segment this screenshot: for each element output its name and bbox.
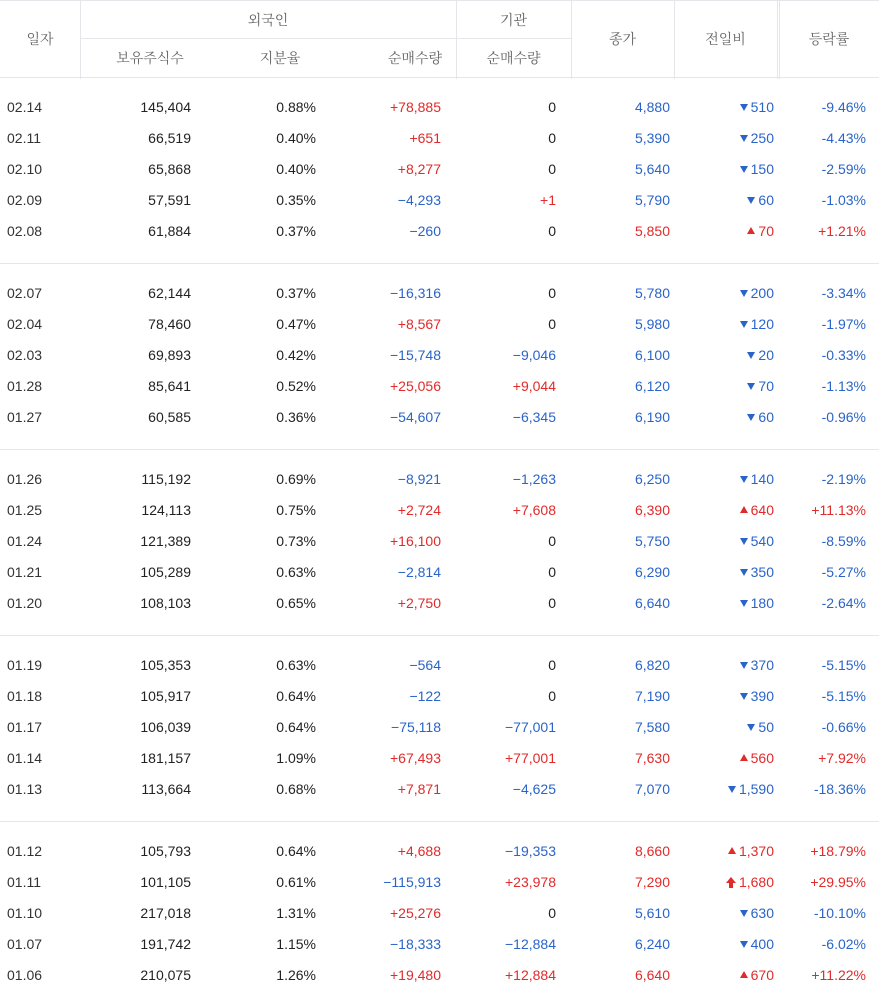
date-cell: 02.04 [7,316,43,332]
date-cell: 01.26 [7,471,43,487]
table-row [0,155,879,186]
change-cell [740,471,774,487]
table-header [0,0,879,78]
holdings-cell: 145,404 [140,99,191,115]
table-row [0,310,879,341]
ratio-cell: 0.47% [276,316,316,332]
down-triangle-icon [740,910,748,917]
close-cell: 5,780 [634,285,670,301]
holdings-cell: 61,884 [148,223,191,239]
down-triangle-icon [747,383,755,390]
change-value: 510 [750,99,774,115]
foreign-net-cell: +16,100 [390,533,441,549]
ratio-cell: 0.42% [276,347,316,363]
change-value: 50 [758,719,774,735]
change-value: 150 [750,161,774,177]
change-cell [740,316,774,332]
rate-cell: -2.19% [821,471,866,487]
holdings-cell: 191,742 [140,936,191,952]
change-cell [740,657,774,673]
up-triangle-icon [740,971,748,978]
change-cell [740,936,774,952]
ratio-cell: 1.31% [276,905,316,921]
inst-net-cell: +77,001 [505,750,556,766]
close-cell: 6,120 [634,378,670,394]
close-cell: 7,190 [634,688,670,704]
ratio-cell: 1.15% [276,936,316,952]
foreign-net-cell: +25,056 [390,378,441,394]
foreign-net-cell: −2,814 [397,564,441,580]
inst-net-cell: 0 [548,99,556,115]
ratio-cell: 0.52% [276,378,316,394]
inst-net-cell: +9,044 [512,378,556,394]
rate-cell: -4.43% [821,130,866,146]
rate-cell: -2.64% [821,595,866,611]
date-cell: 02.08 [7,223,43,239]
close-cell: 5,610 [634,905,670,921]
rate-cell: -5.15% [821,688,866,704]
change-value: 70 [758,223,774,239]
inst-net-cell: −77,001 [505,719,556,735]
header-ratio: 지분율 [259,50,301,66]
foreign-net-cell: −260 [409,223,441,239]
down-triangle-icon [740,290,748,297]
inst-net-cell: −19,353 [505,843,556,859]
holdings-cell: 105,353 [140,657,191,673]
holdings-cell: 105,793 [140,843,191,859]
table-row [0,589,879,620]
holdings-cell: 113,664 [141,781,191,797]
change-value: 60 [758,192,774,208]
holdings-cell: 210,075 [140,967,191,983]
foreign-net-cell: +651 [409,130,441,146]
foreign-net-cell: −15,748 [390,347,441,363]
row-group [0,450,879,636]
table-row [0,403,879,434]
foreign-net-cell: +19,480 [390,967,441,983]
inst-net-cell: +12,884 [505,967,556,983]
down-triangle-icon [740,476,748,483]
change-cell [740,905,774,921]
holdings-cell: 181,157 [140,750,191,766]
ratio-cell: 0.40% [276,130,316,146]
close-cell: 6,100 [634,347,670,363]
ratio-cell: 0.68% [276,781,316,797]
table-row [0,682,879,713]
ratio-cell: 0.40% [276,161,316,177]
holdings-cell: 108,103 [140,595,191,611]
ratio-cell: 1.09% [276,750,316,766]
rate-cell: -5.15% [821,657,866,673]
table-row [0,899,879,930]
inst-net-cell: 0 [548,161,556,177]
close-cell: 8,660 [634,843,670,859]
header-rate: 등락률 [808,31,850,47]
date-cell: 02.03 [7,347,43,363]
change-value: 1,370 [738,843,774,859]
table-row [0,868,879,899]
change-cell [747,192,774,208]
change-cell [740,688,774,704]
inst-net-cell: 0 [548,688,556,704]
date-cell: 01.21 [7,564,43,580]
table-row [0,217,879,248]
rate-cell: -10.10% [813,905,866,921]
table-row [0,775,879,806]
date-cell: 01.12 [7,843,43,859]
date-cell: 02.07 [7,285,43,301]
close-cell: 4,880 [634,99,670,115]
down-triangle-icon [740,166,748,173]
foreign-net-cell: +25,276 [390,905,441,921]
table-row [0,93,879,124]
holdings-cell: 78,460 [148,316,191,332]
header-foreign: 외국인 [247,11,289,28]
foreign-net-cell: −16,316 [390,285,441,301]
change-cell [747,347,774,363]
table-row [0,372,879,403]
table-row [0,496,879,527]
ratio-cell: 0.65% [276,595,316,611]
change-value: 670 [750,967,774,983]
change-value: 630 [750,905,774,921]
rate-cell: -8.59% [821,533,866,549]
holdings-cell: 101,105 [140,874,191,890]
ratio-cell: 0.69% [276,471,316,487]
ratio-cell: 0.61% [276,874,316,890]
rate-cell: -9.46% [821,99,866,115]
down-triangle-icon [740,321,748,328]
inst-net-cell: +7,608 [512,502,556,518]
foreign-net-cell: −18,333 [390,936,441,952]
rate-cell: +11.22% [811,967,866,983]
close-cell: 5,390 [634,130,670,146]
change-cell [740,750,774,766]
inst-net-cell: −1,263 [512,471,556,487]
holdings-cell: 105,917 [140,688,191,704]
holdings-cell: 65,868 [148,161,191,177]
down-triangle-icon [740,941,748,948]
change-value: 60 [758,409,774,425]
table-row [0,341,879,372]
foreign-net-cell: +78,885 [390,99,441,115]
inst-net-cell: 0 [548,533,556,549]
date-cell: 01.28 [7,378,43,394]
change-cell [740,564,774,580]
table-row [0,527,879,558]
row-group [0,636,879,822]
up-triangle-icon [728,847,736,854]
header-foreign-net: 순매수량 [387,50,442,66]
change-value: 250 [750,130,774,146]
holdings-cell: 62,144 [148,285,191,301]
change-cell [747,409,774,425]
down-triangle-icon [740,135,748,142]
date-cell: 01.24 [7,533,43,549]
down-triangle-icon [740,600,748,607]
date-cell: 01.10 [7,905,43,921]
date-cell: 02.11 [7,130,41,146]
change-value: 180 [750,595,774,611]
table-row [0,744,879,775]
inst-net-cell: 0 [548,285,556,301]
ratio-cell: 0.75% [276,502,316,518]
close-cell: 6,240 [634,936,670,952]
inst-net-cell: −12,884 [505,936,556,952]
header-divider [777,1,778,79]
close-cell: 5,790 [634,192,670,208]
change-cell [728,781,774,797]
holdings-cell: 69,893 [148,347,191,363]
change-cell [740,99,774,115]
down-triangle-icon [747,724,755,731]
table-row [0,279,879,310]
rate-cell: -3.34% [821,285,866,301]
holdings-cell: 121,389 [140,533,191,549]
holdings-cell: 115,192 [141,471,191,487]
foreign-net-cell: +67,493 [390,750,441,766]
date-cell: 01.20 [7,595,43,611]
table-row [0,558,879,589]
holdings-cell: 124,113 [141,502,191,518]
date-cell: 02.09 [7,192,43,208]
rate-cell: +1.21% [818,223,866,239]
change-cell [740,285,774,301]
change-cell [728,843,774,859]
down-triangle-icon [747,197,755,204]
row-group [0,264,879,450]
rate-cell: -1.97% [821,316,866,332]
header-holdings: 보유주식수 [116,50,184,66]
close-cell: 7,290 [634,874,670,890]
row-group [0,822,879,990]
change-cell [747,378,774,394]
change-cell [740,595,774,611]
foreign-net-cell: +2,724 [397,502,441,518]
rate-cell: -18.36% [813,781,866,797]
change-cell [726,874,774,890]
inst-net-cell: −6,345 [512,409,556,425]
close-cell: 6,290 [634,564,670,580]
holdings-cell: 60,585 [148,409,191,425]
foreign-net-cell: −4,293 [397,192,441,208]
change-value: 1,680 [738,874,774,890]
foreign-net-cell: −115,913 [383,874,441,890]
inst-net-cell: 0 [548,223,556,239]
date-cell: 01.19 [7,657,43,673]
ratio-cell: 0.73% [276,533,316,549]
ratio-cell: 0.37% [276,285,316,301]
holdings-cell: 66,519 [148,130,191,146]
up-triangle-icon [740,754,748,761]
foreign-net-cell: +8,277 [397,161,441,177]
inst-net-cell: +23,978 [505,874,556,890]
limit-up-arrow-icon [726,877,736,888]
close-cell: 5,980 [634,316,670,332]
rate-cell: +29.95% [810,874,866,890]
inst-net-cell: −4,625 [512,781,556,797]
date-cell: 01.11 [7,874,41,890]
close-cell: 7,580 [634,719,670,735]
close-cell: 6,820 [634,657,670,673]
inst-net-cell: 0 [548,130,556,146]
rate-cell: +7.92% [818,750,866,766]
ratio-cell: 0.37% [276,223,316,239]
header-inst-net: 순매수량 [486,50,541,66]
holdings-cell: 57,591 [148,192,191,208]
table-row [0,930,879,961]
change-value: 120 [750,316,774,332]
close-cell: 6,390 [634,502,670,518]
rate-cell: -1.13% [821,378,866,394]
date-cell: 01.06 [7,967,43,983]
date-cell: 01.17 [7,719,43,735]
rate-cell: -0.96% [821,409,866,425]
rate-cell: +18.79% [810,843,866,859]
date-cell: 01.13 [7,781,43,797]
inst-net-cell: 0 [548,905,556,921]
rate-cell: +11.13% [811,502,866,518]
rate-cell: -0.66% [821,719,866,735]
foreign-net-cell: −564 [409,657,441,673]
change-cell [740,502,774,518]
ratio-cell: 1.26% [276,967,316,983]
inst-net-cell: 0 [548,657,556,673]
inst-net-cell: −9,046 [512,347,556,363]
close-cell: 6,190 [634,409,670,425]
table-row [0,837,879,868]
table-body [0,78,879,990]
date-cell: 01.25 [7,502,43,518]
inst-net-cell: 0 [548,564,556,580]
foreign-net-cell: −75,118 [391,719,441,735]
inst-net-cell: 0 [548,316,556,332]
change-value: 540 [750,533,774,549]
ratio-cell: 0.35% [276,192,316,208]
up-triangle-icon [747,227,755,234]
rate-cell: -5.27% [821,564,866,580]
close-cell: 5,850 [634,223,670,239]
down-triangle-icon [747,414,755,421]
change-value: 200 [750,285,774,301]
up-triangle-icon [740,506,748,513]
down-triangle-icon [728,786,736,793]
close-cell: 6,640 [634,595,670,611]
change-value: 140 [750,471,774,487]
date-cell: 02.10 [7,161,43,177]
rate-cell: -2.59% [821,161,866,177]
close-cell: 5,750 [634,533,670,549]
change-value: 20 [758,347,774,363]
foreign-net-cell: +8,567 [397,316,441,332]
date-cell: 01.18 [7,688,43,704]
close-cell: 7,630 [634,750,670,766]
down-triangle-icon [740,569,748,576]
close-cell: 7,070 [634,781,670,797]
holdings-cell: 106,039 [140,719,191,735]
table-row [0,124,879,155]
change-value: 1,590 [738,781,774,797]
close-cell: 6,250 [634,471,670,487]
holdings-cell: 105,289 [140,564,191,580]
header-change: 전일비 [705,31,746,47]
foreign-net-cell: −8,921 [397,471,441,487]
down-triangle-icon [740,662,748,669]
table-row [0,186,879,217]
ratio-cell: 0.64% [276,688,316,704]
table-row [0,651,879,682]
close-cell: 5,640 [634,161,670,177]
change-value: 350 [750,564,774,580]
ratio-cell: 0.63% [276,657,316,673]
down-triangle-icon [740,104,748,111]
inst-net-cell: +1 [540,192,556,208]
down-triangle-icon [740,538,748,545]
foreign-net-cell: −122 [409,688,441,704]
change-cell [740,161,774,177]
table-row [0,961,879,990]
date-cell: 02.14 [7,99,43,115]
close-cell: 6,640 [634,967,670,983]
foreign-net-cell: −54,607 [390,409,441,425]
date-cell: 01.14 [7,750,43,766]
holdings-cell: 217,018 [140,905,191,921]
ratio-cell: 0.36% [276,409,316,425]
foreign-net-cell: +2,750 [397,595,441,611]
ratio-cell: 0.63% [276,564,316,580]
down-triangle-icon [747,352,755,359]
change-cell [740,130,774,146]
date-cell: 01.07 [7,936,43,952]
change-value: 390 [750,688,774,704]
down-triangle-icon [740,693,748,700]
foreign-net-cell: +4,688 [397,843,441,859]
ratio-cell: 0.64% [276,719,316,735]
rate-cell: -0.33% [821,347,866,363]
change-value: 70 [758,378,774,394]
date-cell: 01.27 [7,409,43,425]
change-cell [747,223,774,239]
change-value: 370 [750,657,774,673]
holdings-cell: 85,641 [148,378,191,394]
ratio-cell: 0.88% [276,99,316,115]
change-cell [740,533,774,549]
table-row [0,465,879,496]
change-cell [747,719,774,735]
header-date: 일자 [26,31,54,47]
table-row [0,713,879,744]
row-group [0,78,879,264]
change-value: 560 [750,750,774,766]
header-close: 종가 [608,31,637,47]
change-value: 640 [750,502,774,518]
change-cell [740,967,774,983]
rate-cell: -6.02% [821,936,866,952]
rate-cell: -1.03% [821,192,866,208]
header-institution: 기관 [499,11,528,28]
change-value: 400 [750,936,774,952]
foreign-net-cell: +7,871 [397,781,441,797]
inst-net-cell: 0 [548,595,556,611]
ratio-cell: 0.64% [276,843,316,859]
